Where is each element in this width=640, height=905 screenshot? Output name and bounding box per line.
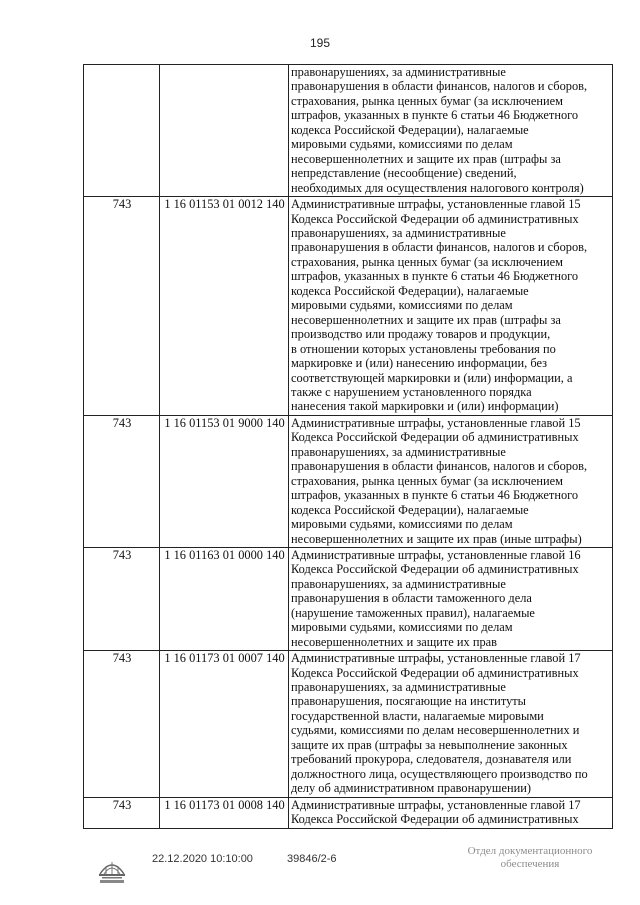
description-line: Кодекса Российской Федерации об административных [291,211,579,226]
admin-code-cell [84,65,160,197]
budget-code-cell: 1 16 01153 01 9000 140 [160,415,289,547]
description-line: мировыми судьями, комиссиями по делам [291,298,513,313]
description-line: в отношении которых установлены требования по [291,341,556,356]
admin-code-cell: 743 [84,197,160,416]
budget-code-cell: 1 16 01153 01 0012 140 [160,197,289,416]
description-line: защите их прав (штрафы за невыполнение законных [291,737,568,752]
description-cell [289,65,613,197]
description-cell [289,415,613,547]
description-line: страхования, рынка ценных бумаг (за исключением [291,93,563,108]
admin-code-cell: 743 [84,797,160,828]
description-line: судьями, комиссиями по делам несовершеннолетних и [291,723,580,738]
footer-date-time: 22.12.2020 10:10:00 [152,853,253,865]
budget-code-cell [160,65,289,197]
department-stamp [450,845,610,871]
description-line: Кодекса Российской Федерации об административных [291,665,579,680]
duma-emblem-icon [96,852,128,886]
description-line: правонарушения в области финансов, налогов и сборов, [291,459,588,474]
table-row [84,65,613,197]
description-line: штрафов, указанных в пункте 6 статьи 46 Бюджетного [291,488,579,503]
description-line: должностного лица, осуществляющего производство по [291,766,588,781]
description-line: Административные штрафы, установленные главой 16 [291,547,581,562]
budget-code-cell: 1 16 01163 01 0000 140 [160,547,289,650]
description-cell [289,651,613,798]
description-line: Административные штрафы, установленные главой 17 [291,797,581,812]
admin-code-cell: 743 [84,651,160,798]
description-line: нанесения такой маркировки и (или) информации) [291,399,559,414]
description-cell [289,197,613,416]
description-line: мировыми судьями, комиссиями по делам [291,517,513,532]
page-footer [0,842,640,892]
description-line: маркировке и (или) нанесению информации, без [291,356,548,371]
description-line: кодекса Российской Федерации), налагаемые [291,283,529,298]
admin-code-cell: 743 [84,547,160,650]
description-line: соответствующей маркировки и (или) информации, а [291,370,573,385]
description-line: правонарушениях, за административные [291,680,506,695]
description-cell [289,547,613,650]
description-line: требований прокурора, следователя, дознавателя или [291,752,572,767]
description-line: Кодекса Российской Федерации об административных [291,430,579,445]
description-cell [289,797,613,828]
description-line: (нарушение таможенных правил), налагаемые [291,605,535,620]
description-line: мировыми судьями, комиссиями по делам [291,620,513,635]
description-line: правонарушениях, за административные [291,576,506,591]
description-line: несовершеннолетних и защите их прав (штрафы за [291,312,561,327]
description-line: Кодекса Российской Федерации об административных [291,562,579,577]
description-line: несовершеннолетних и защите их прав (иные штрафы) [291,531,582,546]
admin-code-cell: 743 [84,415,160,547]
table-row [84,797,613,828]
description-line: Административные штрафы, установленные главой 17 [291,651,581,666]
description-line: страхования, рынка ценных бумаг (за исключением [291,473,563,488]
description-line: правонарушения в области таможенного дела [291,591,532,606]
description-line: также с нарушением установленного порядка [291,384,532,399]
description-line: необходимых для осуществления налогового контроля) [291,180,584,195]
table-row [84,197,613,416]
description-line: Административные штрафы, установленные главой 15 [291,197,581,212]
description-line: государственной власти, налагаемые мировыми [291,708,544,723]
stamp-line-1: Отдел документационного [467,845,593,857]
budget-code-cell: 1 16 01173 01 0008 140 [160,797,289,828]
stamp-line-2: обеспечения [500,858,560,870]
description-line: правонарушениях, за административные [291,225,506,240]
table-row [84,547,613,650]
description-line: штрафов, указанных в пункте 6 статьи 46 Бюджетного [291,108,579,123]
budget-code-cell: 1 16 01173 01 0007 140 [160,651,289,798]
description-line: страхования, рынка ценных бумаг (за исключением [291,254,563,269]
table-row [84,651,613,798]
description-line: Кодекса Российской Федерации об административных [291,812,579,827]
table-row [84,415,613,547]
description-line: правонарушения, посягающие на институты [291,694,527,709]
description-line: производство или продажу товаров и продукции, [291,327,551,342]
description-line: Административные штрафы, установленные главой 15 [291,415,581,430]
table-body [84,65,613,829]
description-line: непредставление (несообщение) сведений, [291,166,517,181]
description-line: делу об административном правонарушении) [291,781,531,796]
footer-document-number: 39846/2-6 [287,853,337,865]
page-number: 195 [309,36,331,50]
description-line: кодекса Российской Федерации), налагаемые [291,122,529,137]
description-line: несовершеннолетних и защите их прав [291,634,498,649]
description-line: правонарушениях, за административные [291,65,506,79]
description-line: несовершеннолетних и защите их прав (штрафы за [291,151,561,166]
description-line: правонарушениях, за административные [291,444,506,459]
description-line: правонарушения в области финансов, налогов и сборов, [291,240,588,255]
description-line: правонарушения в области финансов, налогов и сборов, [291,79,588,94]
description-line: кодекса Российской Федерации), налагаемые [291,502,529,517]
description-line: мировыми судьями, комиссиями по делам [291,137,513,152]
description-line: штрафов, указанных в пункте 6 статьи 46 Бюджетного [291,269,579,284]
budget-classification-table [83,64,613,829]
